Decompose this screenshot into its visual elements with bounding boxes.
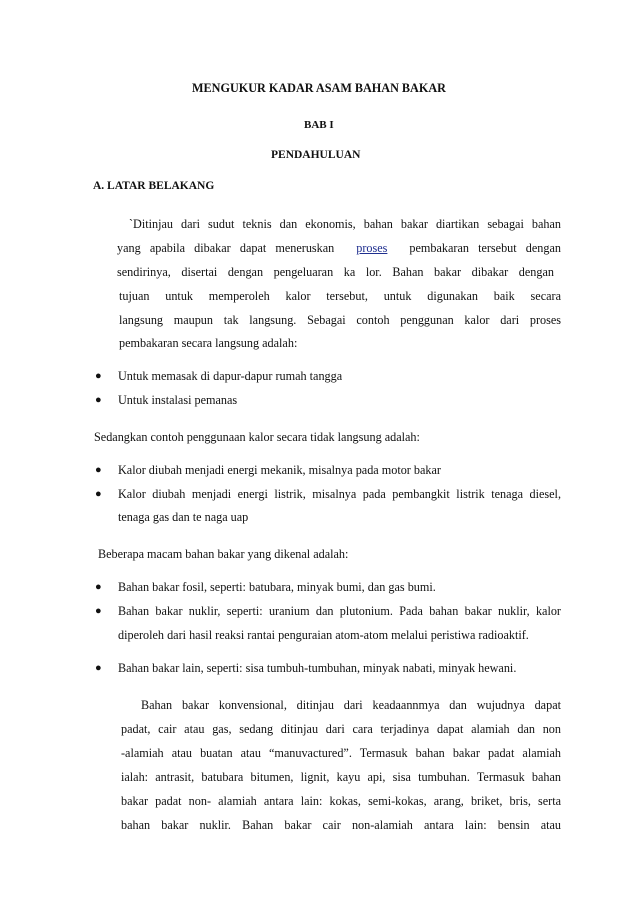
bullet-icon: ● [95,662,102,674]
list-item: Kalor diubah menjadi energi mekanik, misalnya pada motor bakar [118,463,441,477]
bullet-icon: ● [95,488,102,500]
paragraph-line: Bahan bakar konvensional, ditinjau dari keadaannmya dan wujudnya dapat [141,698,561,712]
proses-link[interactable]: proses [356,241,388,255]
paragraph-line [117,241,561,255]
chapter-number: BAB I [304,119,334,131]
paragraph-line: tujuan untuk memperoleh kalor tersebut, untuk digunakan baik secara [119,289,561,303]
list-item: Kalor diubah menjadi energi listrik, misalnya pada pembangkit listrik tenaga diesel, [118,487,561,501]
chapter-title: PENDAHULUAN [271,149,361,161]
section-heading: A. LATAR BELAKANG [93,180,215,192]
list-item: Untuk memasak di dapur-dapur rumah tangga [118,369,343,383]
list-item: Bahan bakar fosil, seperti: batubara, minyak bumi, dan gas bumi. [118,580,436,594]
paragraph-text: pembakaran tersebut dengan [409,241,561,255]
bullet-icon: ● [95,581,102,593]
bullet-icon: ● [95,605,102,617]
paragraph-text: yang apabila dibakar dapat meneruskan [117,241,335,255]
paragraph-line: pembakaran secara langsung adalah: [119,336,298,350]
paragraph-line: Beberapa macam bahan bakar yang dikenal adalah: [98,547,349,561]
bullet-icon: ● [95,464,102,476]
paragraph-line: -alamiah atau buatan atau “manuvactured”. Termasuk bahan bakar padat alamiah [121,746,561,760]
bullet-icon: ● [95,394,102,406]
paragraph-line: `Ditinjau dari sudut teknis dan ekonomis, bahan bakar diartikan sebagai bahan [129,217,561,231]
paragraph-line: Sedangkan contoh penggunaan kalor secara tidak langsung adalah: [94,430,420,444]
list-item: Bahan bakar lain, seperti: sisa tumbuh-tumbuhan, minyak nabati, minyak hewani. [118,661,517,675]
paragraph-line: bahan bakar nuklir. Bahan bakar cair non-alamiah antara lain: bensin atau [121,818,561,832]
paragraph-line: langsung maupun tak langsung. Sebagai contoh penggunan kalor dari proses [119,313,561,327]
paragraph-line: ialah: antrasit, batubara bitumen, lignit, kayu api, sisa tumbuhan. Termasuk bahan [121,770,561,784]
list-item-continuation: diperoleh dari hasil reaksi rantai penguraian atom-atom melalui peristiwa radioaktif. [118,628,529,642]
list-item: Bahan bakar nuklir, seperti: uranium dan plutonium. Pada bahan bakar nuklir, kalor [118,604,561,618]
paragraph-line: sendirinya, disertai dengan pengeluaran ka lor. Bahan bakar dibakar dengan [117,265,554,279]
paragraph-line: bakar padat non- alamiah antara lain: kokas, semi-kokas, arang, briket, bris, serta [121,794,561,808]
list-item-continuation: tenaga gas dan te naga uap [118,510,249,524]
paragraph-line: padat, cair atau gas, sedang ditinjau dari cara terjadinya dapat alamiah dan non [121,722,561,736]
list-item: Untuk instalasi pemanas [118,393,238,407]
document-title: MENGUKUR KADAR ASAM BAHAN BAKAR [192,81,446,95]
bullet-icon: ● [95,370,102,382]
